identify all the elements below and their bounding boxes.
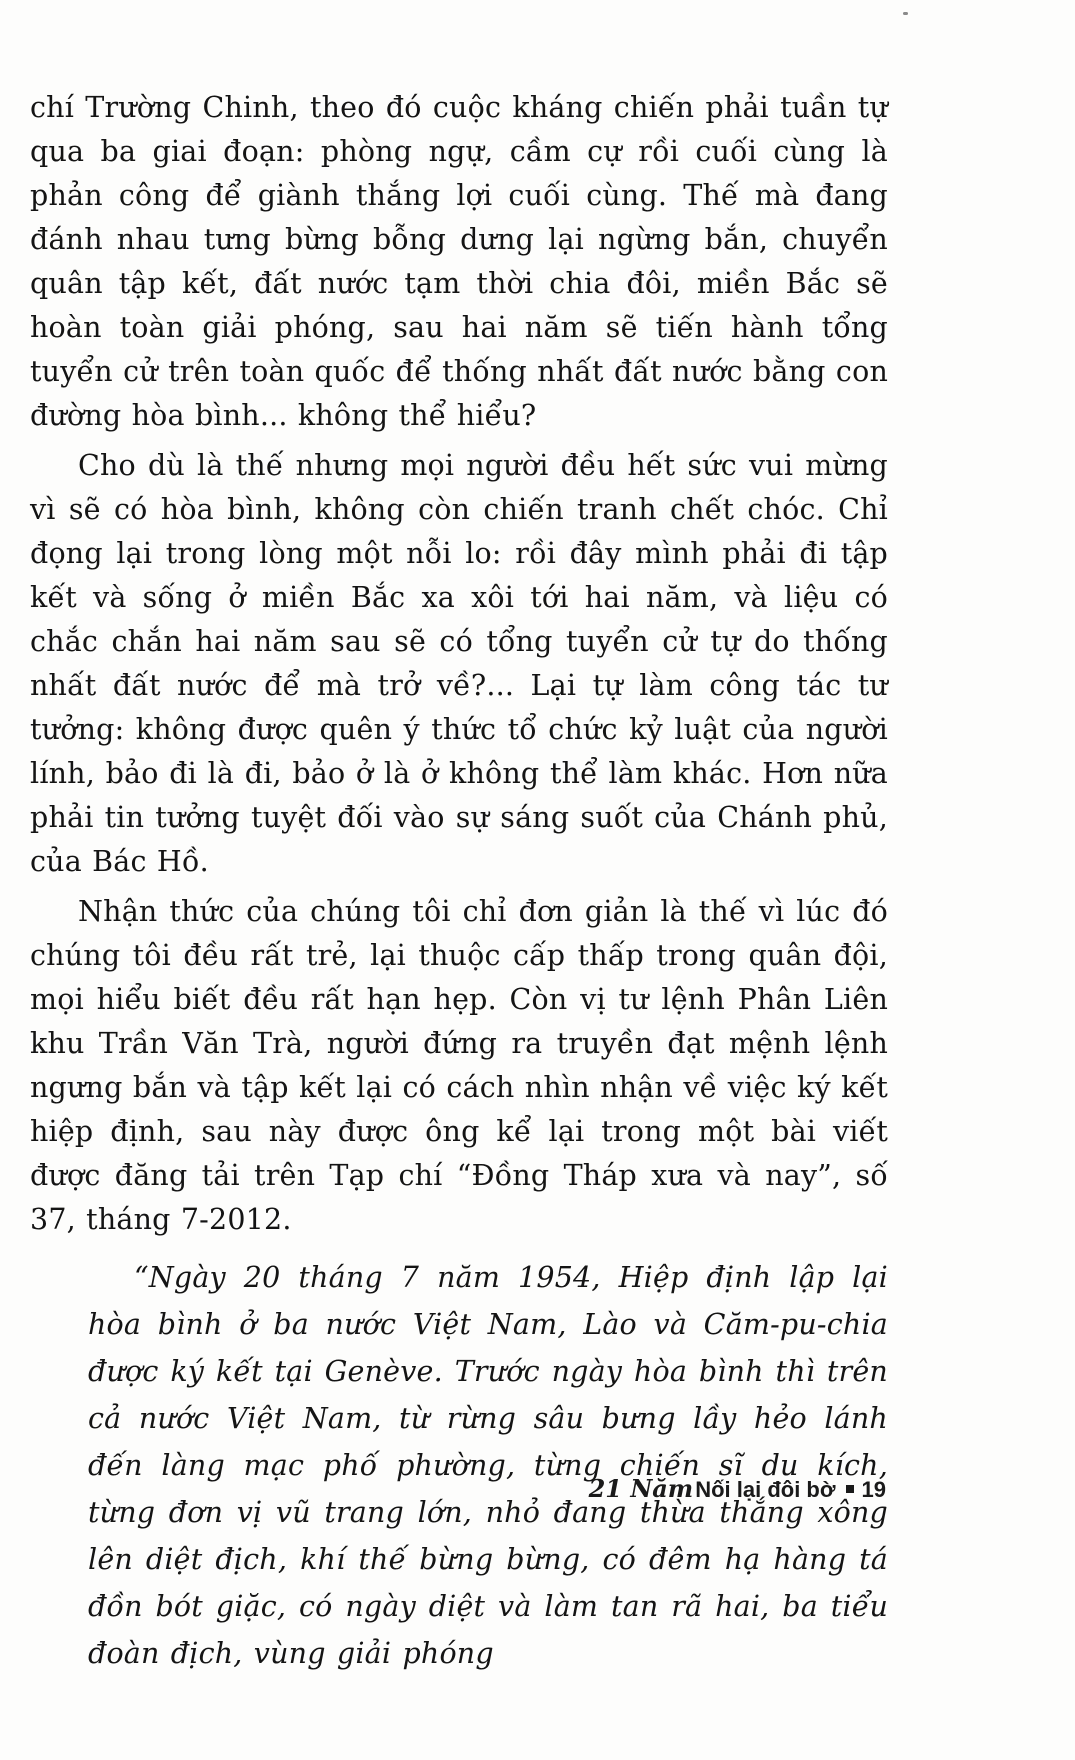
paragraph: Nhận thức của chúng tôi chỉ đơn giản là thế vì lúc đó chúng tôi đều rất trẻ, lại thuộc cấp thấp trong quân đội, mọi hiểu biết đều rất hạn hẹp. Còn vị tư lệnh Phân Liên khu Trần Văn Trà, người đứng ra truyền đạt mệnh lệnh ngưng bắn và tập kết lại có cách nhìn nhận về việc ký kết hiệp định, sau này được ông kể lại trong một bài viết được đăng tải trên Tạp chí “Đồng Tháp xưa và nay”, số 37, tháng 7-2012. xyxy=(30,895,888,1236)
footer-square-icon xyxy=(846,1485,854,1493)
page-number: 19 xyxy=(861,1477,886,1502)
book-title-script: 21 Năm xyxy=(588,1474,694,1503)
book-title-rest: Nối lại đôi bờ xyxy=(695,1477,836,1502)
page-footer xyxy=(589,1474,886,1503)
paragraph-continuation: chí Trường Chinh, theo đó cuộc kháng chiến phải tuần tự qua ba giai đoạn: phòng ngự, cầm cự rồi cuối cùng là phản công để giành thắng lợi cuối cùng. Thế mà đang đánh nhau tưng bừng bỗng dưng lại ngừng bắn, chuyển quân tập kết, đất nước tạm thời chia đôi, miền Bắc sẽ hoàn toàn giải phóng, sau hai năm sẽ tiến hành tổng tuyển cử trên toàn quốc để thống nhất đất nước bằng con đường hòa bình... không thể hiểu? xyxy=(30,91,888,432)
scan-artifact xyxy=(903,12,908,15)
paragraph: Cho dù là thế nhưng mọi người đều hết sức vui mừng vì sẽ có hòa bình, không còn chiến tranh chết chóc. Chỉ đọng lại trong lòng một nỗi lo: rồi đây mình phải đi tập kết và sống ở miền Bắc xa xôi tới hai năm, và liệu có chắc chắn hai năm sau sẽ có tổng tuyển cử tự do thống nhất đất nước để mà trở về?... Lại tự làm công tác tư tưởng: không được quên ý thức tổ chức kỷ luật của người lính, bảo đi là đi, bảo ở là ở không thể làm khác. Hơn nữa phải tin tưởng tuyệt đối vào sự sáng suốt của Chánh phủ, của Bác Hồ. xyxy=(30,449,888,878)
quoted-excerpt: “Ngày 20 tháng 7 năm 1954, Hiệp định lập lại hòa bình ở ba nước Việt Nam, Lào và Căm-pu-chia được ký kết tại Genève. Trước ngày hòa bình thì trên cả nước Việt Nam, từ rừng sâu bưng lầy hẻo lánh đến làng mạc phố phường, từng chiến sĩ du kích, từng đơn vị vũ trang lớn, nhỏ đang thừa thắng xông lên diệt địch, khí thế bừng bừng, có đêm hạ hàng tá đồn bót giặc, có ngày diệt và làm tan rã hai, ba tiểu đoàn địch, vùng giải phóng xyxy=(88,1261,888,1670)
page-text-block xyxy=(30,86,888,1683)
